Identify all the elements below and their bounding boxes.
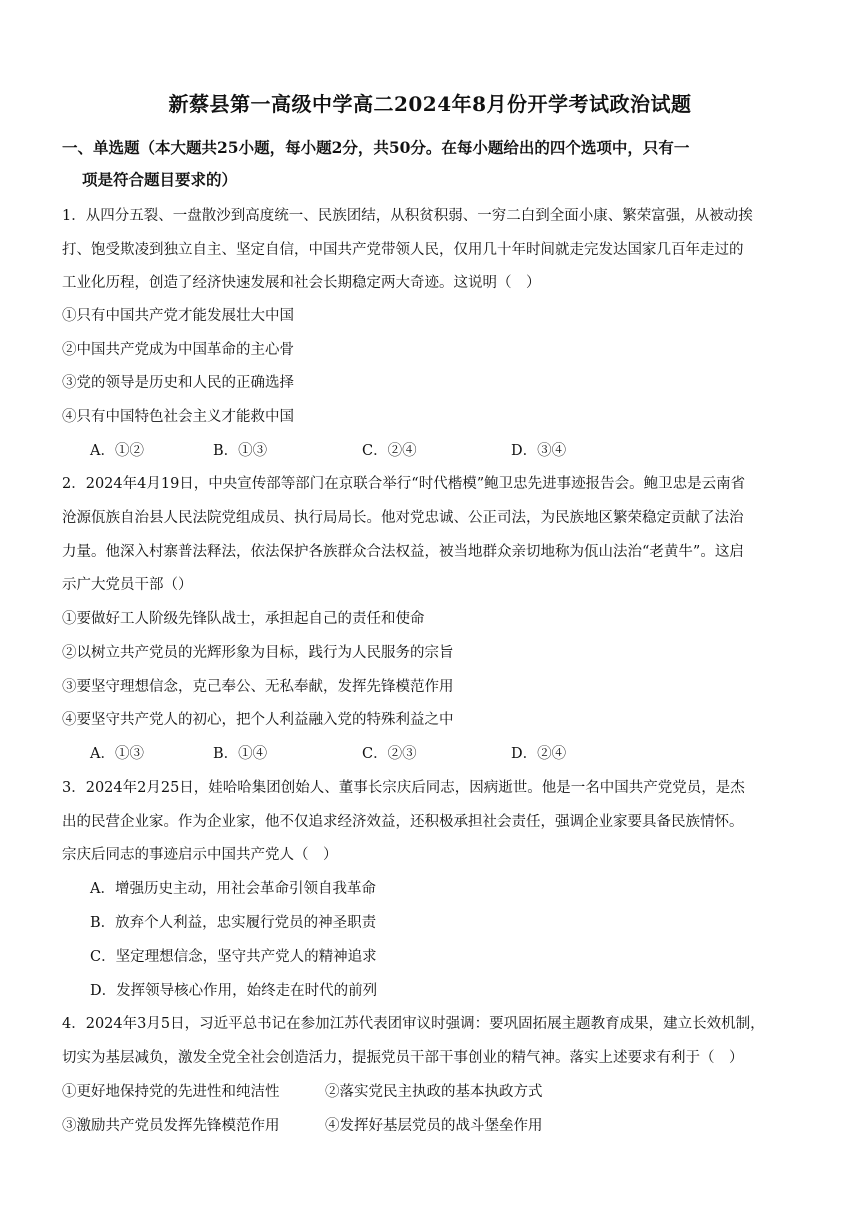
q2-statement-1: ①要做好工人阶级先锋队战士，承担起自己的责任和使命 [62, 611, 425, 627]
q1-option-c: C．②④ [362, 443, 417, 459]
page-title: 新蔡县第一高级中学高二2024年8月份开学考试政治试题 [168, 92, 692, 116]
q1-stem-line-2: 打、饱受欺凌到独立自主、坚定自信，中国共产党带领人民，仅用几十年时间就走完发达国家几百年走过的 [62, 242, 744, 258]
q3-option-d: D．发挥领导核心作用，始终走在时代的前列 [90, 983, 378, 999]
q2-statement-3: ③要坚守理想信念，克己奉公、无私奉献，发挥先锋模范作用 [62, 679, 454, 695]
q4-stem-line-2: 切实为基层减负，激发全党全社会创造活力，提振党员干部干事创业的精气神。落实上述要求有利于（ ） [62, 1050, 744, 1066]
q2-statement-4: ④要坚守共产党人的初心，把个人利益融入党的特殊利益之中 [62, 712, 454, 728]
q2-option-b: B．①④ [213, 746, 268, 762]
q1-statement-3: ③党的领导是历史和人民的正确选择 [62, 375, 294, 391]
q1-option-b: B．①③ [213, 443, 268, 459]
section-heading-line-1: 一、单选题（本大题共25小题，每小题2分，共50分。在每小题给出的四个选项中，只有一 [62, 138, 690, 157]
q3-option-a: A．增强历史主动，用社会革命引领自我革命 [90, 881, 376, 897]
q4-statement-1: ①更好地保持党的先进性和纯洁性 [62, 1084, 280, 1100]
q3-option-b: B．放弃个人利益，忠实履行党员的神圣职责 [90, 915, 377, 931]
q2-stem-line-1: 2．2024年4月19日，中央宣传部等部门在京联合举行“时代楷模”鲍卫忠先进事迹报告会。鲍卫忠是云南省 [62, 476, 746, 492]
q1-option-a: A．①② [90, 443, 144, 459]
q1-stem-line-1: 1．从四分五裂、一盘散沙到高度统一、民族团结，从积贫积弱、一穷二白到全面小康、繁荣富强，从被动挨 [62, 208, 753, 224]
q2-statement-2: ②以树立共产党员的光辉形象为目标，践行为人民服务的宗旨 [62, 645, 454, 661]
q1-statement-2: ②中国共产党成为中国革命的主心骨 [62, 342, 294, 358]
q1-statement-4: ④只有中国特色社会主义才能救中国 [62, 409, 294, 425]
q2-stem-line-4: 示广大党员干部（） [62, 577, 193, 593]
q1-statement-1: ①只有中国共产党才能发展壮大中国 [62, 308, 294, 324]
q4-statement-2: ②落实党民主执政的基本执政方式 [325, 1084, 543, 1100]
q2-option-d: D．②④ [511, 746, 567, 762]
q2-option-c: C．②③ [362, 746, 417, 762]
q4-statement-3: ③激励共产党员发挥先锋模范作用 [62, 1118, 280, 1134]
q3-option-c: C．坚定理想信念，坚守共产党人的精神追求 [90, 949, 377, 965]
q1-stem-line-3: 工业化历程，创造了经济快速发展和社会长期稳定两大奇迹。这说明（ ） [62, 275, 541, 291]
q2-stem-line-2: 沧源佤族自治县人民法院党组成员、执行局局长。他对党忠诚、公正司法，为民族地区繁荣稳定贡献了法治 [62, 510, 744, 526]
q3-stem-line-1: 3．2024年2月25日，娃哈哈集团创始人、董事长宗庆后同志，因病逝世。他是一名中国共产党党员，是杰 [62, 780, 745, 796]
section-heading-line-2: 项是符合题目要求的） [82, 170, 238, 189]
q3-stem-line-3: 宗庆后同志的事迹启示中国共产党人（ ） [62, 847, 338, 863]
q2-stem-line-3: 力量。他深入村寨普法释法，依法保护各族群众合法权益，被当地群众亲切地称为佤山法治“老黄牛”。这启 [62, 544, 744, 560]
q4-statement-4: ④发挥好基层党员的战斗堡垒作用 [325, 1118, 543, 1134]
q1-option-d: D．③④ [511, 443, 567, 459]
q4-stem-line-1: 4．2024年3月5日，习近平总书记在参加江苏代表团审议时强调：要巩固拓展主题教育成果，建立长效机制， [62, 1016, 765, 1032]
q2-option-a: A．①③ [90, 746, 144, 762]
q3-stem-line-2: 出的民营企业家。作为企业家，他不仅追求经济效益，还积极承担社会责任，强调企业家要具备民族情怀。 [62, 814, 744, 830]
